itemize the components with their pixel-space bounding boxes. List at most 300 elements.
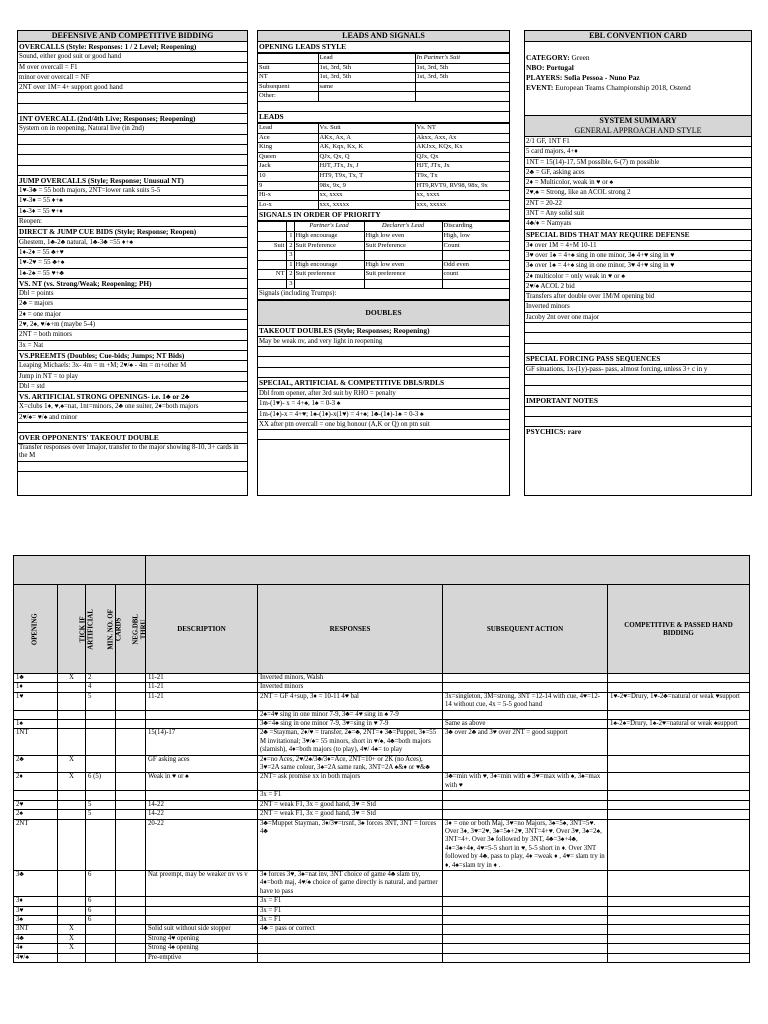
opening-leads-table	[258, 53, 509, 102]
text-line: Dbl = points	[18, 289, 247, 299]
forcing-pass-text: GF situations, 1x-(1y)-pass- pass, almost forcing, unless 3+ c in y	[525, 365, 751, 375]
table-cell	[442, 279, 509, 289]
signals-table	[258, 221, 509, 289]
cell-s	[443, 870, 608, 896]
table-cell: count	[442, 270, 509, 280]
text-line: Ghestem, 1♣-2♣ natural, 1♣-3♣ =55 ♦+♠	[18, 238, 247, 248]
cell-n	[116, 710, 146, 719]
cell-o: 1♠	[14, 720, 58, 729]
defensive-bidding-title: DEFENSIVE AND COMPETITIVE BIDDING	[18, 31, 247, 42]
psychics-row	[525, 427, 751, 437]
cell-d: 20-22	[146, 819, 258, 870]
cell-s	[443, 953, 608, 962]
special-doubles-body	[258, 389, 509, 440]
opening-leads-row	[258, 63, 509, 73]
table-cell	[364, 279, 442, 289]
col-negdbl-header: NEG.DBL THRU	[116, 585, 146, 674]
special-bid-line: 3♦ over 1M = 4+M 10-11	[525, 241, 751, 251]
table-cell: 1	[286, 231, 294, 241]
col-competitive-header: COMPETITIVE & PASSED HAND BIDDING	[608, 585, 750, 674]
cell-t	[58, 729, 86, 755]
text-line	[18, 423, 247, 433]
event-value: European Teams Championship 2018, Ostend	[555, 83, 691, 92]
cell-n	[116, 944, 146, 953]
cell-n	[116, 934, 146, 943]
table-cell: 1st, 3rd, 5th	[318, 63, 415, 73]
cell-o	[14, 710, 58, 719]
opening-row	[14, 683, 750, 692]
table-cell: HJT, JTx, Jx, J	[318, 162, 415, 172]
cell-c	[608, 791, 750, 800]
cell-n	[116, 773, 146, 791]
table-cell: Other:	[258, 92, 318, 102]
cell-c	[608, 870, 750, 896]
special-double-line: 1m-(1♦)-x = 4+♥; 1♠-(1♦)-x(1♥) = 4+♠; 1♣-(1♦)-1♠ = 0-3 ♠	[258, 410, 509, 420]
cell-r: 3♣=4♠ sing in one minor 7-9, 3♥=sing in ♥ 7-9	[258, 720, 443, 729]
table-cell: 3	[286, 279, 294, 289]
table-cell: High low even	[364, 260, 442, 270]
system-summary-subtitle: GENERAL APPROACH AND STYLE	[574, 126, 702, 135]
table-cell: AKx, Ax, A	[318, 133, 415, 143]
table-cell: King	[258, 143, 318, 153]
blank-line	[525, 386, 751, 396]
cell-d: Nat preempt, may be weaker nv vs v	[146, 870, 258, 896]
cell-o: 3♠	[14, 915, 58, 924]
table-cell: Jack	[258, 162, 318, 172]
cell-s	[443, 897, 608, 906]
header-cell: Partner's Lead	[294, 222, 364, 232]
opening-row	[14, 934, 750, 943]
table-cell: High low even	[364, 231, 442, 241]
text-line: Transfer responses over 1major, transfer to the major showing 8-10, 3+ cards in the M	[18, 444, 247, 462]
cell-c	[608, 897, 750, 906]
header-blank	[14, 556, 146, 585]
cell-m: 6	[86, 915, 116, 924]
cell-c	[608, 819, 750, 870]
text-line: Sound, either good suit or good hand	[18, 52, 247, 62]
cell-m: 6 (5)	[86, 773, 116, 791]
system-line: 2NT = 20-22	[525, 199, 751, 209]
table-cell: xxx, xxxxx	[318, 200, 415, 210]
cell-s	[443, 755, 608, 773]
opening-row	[14, 915, 750, 924]
signals-row	[258, 251, 509, 261]
system-line: 5 card majors, 4+♦	[525, 147, 751, 157]
cell-o: 4♦	[14, 944, 58, 953]
special-bid-line: Inverted minors	[525, 302, 751, 312]
cell-t	[58, 692, 86, 710]
cell-t: X	[58, 925, 86, 934]
blank-line	[525, 407, 751, 417]
text-line	[18, 104, 247, 114]
opening-row	[14, 674, 750, 683]
table-cell: 2	[286, 270, 294, 280]
header-cell	[258, 222, 286, 232]
text-line: Reopen:	[18, 217, 247, 227]
opening-leads-header-row	[258, 54, 509, 64]
cell-d: Weak in ♥ or ♠	[146, 773, 258, 791]
opening-row	[14, 906, 750, 915]
cell-o: 4♣	[14, 934, 58, 943]
table-cell	[442, 251, 509, 261]
opening-row	[14, 944, 750, 953]
cell-s	[443, 934, 608, 943]
cell-r: Inverted minors, Walsh	[258, 674, 443, 683]
system-line: 2♣ = GF, asking aces	[525, 168, 751, 178]
cell-n	[116, 925, 146, 934]
table-cell: xx, xxxx	[415, 191, 509, 201]
cell-o: 3NT	[14, 925, 58, 934]
blank-line	[258, 347, 509, 357]
cell-t: X	[58, 773, 86, 791]
cell-c	[608, 810, 750, 819]
text-line: M over overcall = F1	[18, 63, 247, 73]
special-bids-body	[525, 241, 751, 323]
table-cell: HT9, T9x, Tx, T	[318, 171, 415, 181]
cell-o: 2NT	[14, 819, 58, 870]
cell-r: 3♣=Muppet Stayman, 3♦/3♥=trsnf, 3♠ forces 3NT, 3NT = forces 4♣	[258, 819, 443, 870]
cell-n	[116, 729, 146, 755]
cell-c	[608, 755, 750, 773]
defensive-bidding-body	[18, 42, 247, 472]
takeout-doubles-text: May be weak nv, and very light in reopening	[258, 337, 509, 347]
leads-row	[258, 162, 509, 172]
col-subsequent-header: SUBSEQUENT ACTION	[443, 585, 608, 674]
nbo-value: Portugal	[546, 63, 574, 72]
cell-c	[608, 944, 750, 953]
cell-m: 6	[86, 897, 116, 906]
cell-d: Solid suit without side stopper	[146, 925, 258, 934]
cell-t	[58, 906, 86, 915]
section-title: VS. ARTIFICIAL STRONG OPENINGS- i.e. 1♣ or 2♣	[18, 392, 247, 402]
cell-r: 3x = F1	[258, 897, 443, 906]
cell-n	[116, 791, 146, 800]
cell-t	[58, 720, 86, 729]
cell-m	[86, 925, 116, 934]
leads-row	[258, 171, 509, 181]
cell-o: 2♦	[14, 773, 58, 791]
text-line: 1♦-2♦ = 55 ♣+♥	[18, 248, 247, 258]
table-cell: 3	[286, 251, 294, 261]
blank-line	[525, 323, 751, 333]
cell-t: X	[58, 934, 86, 943]
table-cell: Suit preference	[364, 270, 442, 280]
cell-d: Pre-emptive	[146, 953, 258, 962]
category-label: CATEGORY:	[526, 53, 570, 62]
cell-t	[58, 791, 86, 800]
cell-n	[116, 953, 146, 962]
cell-c	[608, 906, 750, 915]
cell-d	[146, 906, 258, 915]
cell-m	[86, 934, 116, 943]
table-cell: HJT, JTx, Jx	[415, 162, 509, 172]
blank-line	[258, 368, 509, 377]
header-cell: Lead	[318, 54, 415, 64]
cell-d: 14-22	[146, 800, 258, 809]
signals-trumps: Signals (including Trumps):	[258, 289, 509, 299]
text-line: X=clubs 1♦, ♥,♠=nat, 1nt=minors, 2♣ one suiter, 2♦=both majors	[18, 402, 247, 412]
cell-r: 3x = F1	[258, 906, 443, 915]
cell-m	[86, 710, 116, 719]
cell-m	[86, 755, 116, 773]
ebl-card-panel	[524, 30, 752, 496]
opening-row	[14, 773, 750, 791]
cell-d: Strong 4♥ opening	[146, 934, 258, 943]
table-cell: NT	[258, 73, 318, 83]
section-title: VS.PREEMTS (Doubles; Cue-bids; Jumps; NT Bids)	[18, 351, 247, 361]
opening-row	[14, 710, 750, 719]
blank-line	[258, 357, 509, 367]
blank-line	[525, 333, 751, 343]
leads-title: LEADS	[258, 112, 509, 123]
category-value: Green	[571, 53, 590, 62]
cell-o: 1NT	[14, 729, 58, 755]
leads-row	[258, 133, 509, 143]
cell-r: Inverted minors	[258, 683, 443, 692]
cell-o: 4♥/♠	[14, 953, 58, 962]
cell-r: 2♠=4♥ sing in one minor 7-9, 3♣= 4♥ sing in ♠ 7-9	[258, 710, 443, 719]
cell-t	[58, 710, 86, 719]
players-label: PLAYERS:	[526, 73, 563, 82]
table-cell	[294, 279, 364, 289]
cell-o: 2♥	[14, 800, 58, 809]
system-line: 2♦ = Multicolor, weak in ♥ or ♠	[525, 178, 751, 188]
leads-signals-title: LEADS AND SIGNALS	[258, 31, 509, 42]
cell-n	[116, 915, 146, 924]
table-cell	[415, 82, 509, 92]
system-summary-header	[525, 115, 751, 137]
cell-s	[443, 710, 608, 719]
opening-row	[14, 810, 750, 819]
cell-o: 1♦	[14, 683, 58, 692]
cell-n	[116, 720, 146, 729]
cell-c	[608, 683, 750, 692]
cell-c	[608, 925, 750, 934]
opening-row	[14, 897, 750, 906]
signals-row	[258, 241, 509, 251]
cell-r: 2♣ =Stayman, 2♦/♥ = transfer, 2♠=♣, 2NT=♦ 3♣=Puppet, 3♦=55 M invitational; 3♥/♠= 55 minors, short in ♥/♠, 4♣=both majors (slamish), 4♦=both majors (to play), 4♥/ 4♠= to play	[258, 729, 443, 755]
spacer	[525, 93, 751, 115]
special-doubles-title: SPECIAL, ARTIFICIAL & COMPETITIVE DBLS/RDLS	[258, 377, 509, 389]
cell-t: X	[58, 674, 86, 683]
leads-row	[258, 143, 509, 153]
leads-signals-panel	[257, 30, 510, 496]
text-line	[18, 155, 247, 165]
table-cell: 1	[286, 260, 294, 270]
cell-r	[258, 934, 443, 943]
cell-m	[86, 953, 116, 962]
blank-line	[525, 375, 751, 385]
section-title: 1NT OVERCALL (2nd/4th Live; Responses; Reopening)	[18, 114, 247, 124]
table-cell	[318, 92, 415, 102]
table-cell: AK, Kqx, Kx, K	[318, 143, 415, 153]
system-line: 3NT = Any solid suit	[525, 209, 751, 219]
cell-r: 2NT = weak F1, 3x = good hand, 3♥ = Std	[258, 800, 443, 809]
text-line: 3x = Nat	[18, 341, 247, 351]
cell-n	[116, 755, 146, 773]
opening-row	[14, 755, 750, 773]
opening-leads-row	[258, 73, 509, 83]
cell-m: 5	[86, 692, 116, 710]
cell-t	[58, 953, 86, 962]
cell-r: 3♦ forces 3♥, 3♠=nat inv, 3NT choice of game 4♣ slam try, 4♦=both maj, 4♥/♠ choice of game directly is natural, and partner have to pass	[258, 870, 443, 896]
opening-row	[14, 870, 750, 896]
cell-t: X	[58, 944, 86, 953]
opening-row	[14, 729, 750, 755]
cell-m	[86, 819, 116, 870]
leads-header-row	[258, 123, 509, 133]
system-line: 1NT = 15(14)-17, 5M possible, 6-(7) m possible	[525, 158, 751, 168]
cell-m	[86, 729, 116, 755]
cell-o: 1♥	[14, 692, 58, 710]
text-line: System on in reopening, Natural live (in 2nd)	[18, 124, 247, 134]
table-cell: xxx, xxxxx	[415, 200, 509, 210]
text-line: 2♦ = one major	[18, 310, 247, 320]
cell-d: 11-21	[146, 692, 258, 710]
text-line: 2NT = both minors	[18, 330, 247, 340]
text-line: 1♠-3♦ = 55 ♥+♦	[18, 207, 247, 217]
text-line: 2NT over 1M= 4+ support good hand	[18, 83, 247, 93]
special-bids-title: SPECIAL BIDS THAT MAY REQUIRE DEFENSE	[525, 230, 751, 241]
cell-s	[443, 944, 608, 953]
table-cell: Subsequent	[258, 82, 318, 92]
cell-d	[146, 915, 258, 924]
opening-leads-row	[258, 92, 509, 102]
opening-row	[14, 953, 750, 962]
header-cell: Declarer's Lead	[364, 222, 442, 232]
cell-d: 11-21	[146, 674, 258, 683]
cell-r: 4♣ = pass or correct	[258, 925, 443, 934]
text-line: 2♥/♠= ♥/♠ and minor	[18, 413, 247, 423]
cell-t: X	[58, 755, 86, 773]
category-row	[525, 53, 751, 63]
cell-c	[608, 674, 750, 683]
cell-s	[443, 800, 608, 809]
cell-m: 2	[86, 674, 116, 683]
cell-m	[86, 720, 116, 729]
table-cell	[258, 260, 286, 270]
table-cell: same	[318, 82, 415, 92]
text-line: 2♣ = majors	[18, 299, 247, 309]
signals-row	[258, 270, 509, 280]
cell-d	[146, 791, 258, 800]
opening-row	[14, 925, 750, 934]
table-cell: NT	[258, 270, 286, 280]
header-cell: Lead	[258, 123, 318, 133]
cell-d	[146, 897, 258, 906]
cell-c	[608, 915, 750, 924]
col-opening-header: OPENING	[14, 585, 58, 674]
cell-n	[116, 683, 146, 692]
event-row	[525, 83, 751, 93]
text-line	[18, 166, 247, 176]
text-line: 1♥-2♥ = 55 ♣+♠	[18, 258, 247, 268]
table-cell: Akxx, Axx, Ax	[415, 133, 509, 143]
cell-o: 3♦	[14, 897, 58, 906]
cell-r: 3x = F1	[258, 915, 443, 924]
section-title: DIRECT & JUMP CUE BIDS (Style; Response; Reopen)	[18, 227, 247, 237]
system-line: 4♣/♦ = Namyats	[525, 219, 751, 229]
special-bid-line: Transfers after double over 1M/M opening bid	[525, 292, 751, 302]
cell-d	[146, 710, 258, 719]
psychics-value: rare	[567, 427, 582, 437]
signals-row	[258, 260, 509, 270]
cell-s: 3♣=min with ♥, 3♦=min with ♠ 3♥=max with ♠, 3♠=max with ♥	[443, 773, 608, 791]
leads-row	[258, 191, 509, 201]
table-cell: Suit preference	[294, 270, 364, 280]
section-title: OVER OPPONENTS' TAKEOUT DOUBLE	[18, 433, 247, 443]
table-cell: Ace	[258, 133, 318, 143]
table-cell: 2	[286, 241, 294, 251]
special-bid-line: 2♥/♠ ACOL 2 bid	[525, 282, 751, 292]
cell-o: 2♠	[14, 810, 58, 819]
text-line: 2♥, 2♠, ♥/♠+m (maybe 5-4)	[18, 320, 247, 330]
signals-row	[258, 231, 509, 241]
cell-n	[116, 800, 146, 809]
doubles-title: DOUBLES	[258, 300, 509, 326]
cell-s: Same as above	[443, 720, 608, 729]
opening-row	[14, 791, 750, 800]
players-row	[525, 73, 751, 83]
cell-s	[443, 683, 608, 692]
table-cell: 1st, 3rd, 5th	[415, 63, 509, 73]
signals-row	[258, 279, 509, 289]
cell-t	[58, 819, 86, 870]
header-blank	[146, 556, 750, 585]
cell-t	[58, 870, 86, 896]
ebl-card-title: EBL CONVENTION CARD	[525, 31, 751, 42]
important-notes-title: IMPORTANT NOTES	[525, 396, 751, 407]
table-cell: Suit	[258, 241, 286, 251]
cell-r: 2NT = GF 4+sup, 3♦ = 10-11 4♥ bal	[258, 692, 443, 710]
table-cell: High encourage	[294, 231, 364, 241]
table-cell: 98x, 9x, 9	[318, 181, 415, 191]
header-cell: Vs. NT	[415, 123, 509, 133]
opening-bids-table	[13, 555, 750, 963]
signals-title: SIGNALS IN ORDER OF PRIORITY	[258, 210, 509, 221]
table-cell: 1st, 3rd, 5th	[415, 73, 509, 83]
cell-r: 2NT = weak F1, 3x = good hand, 3♥ = Std	[258, 810, 443, 819]
col-responses-header: RESPONSES	[258, 585, 443, 674]
leads-row	[258, 181, 509, 191]
cell-s	[443, 925, 608, 934]
table-cell: High, low	[442, 231, 509, 241]
cell-t	[58, 810, 86, 819]
table-cell: Lo-x	[258, 200, 318, 210]
text-line: 1♥-3♣ = 55 both majors, 2NT=lower rank suits 5-5	[18, 186, 247, 196]
special-bid-line: 2♦ multicolor = only weak in ♥ or ♠	[525, 272, 751, 282]
cell-s	[443, 791, 608, 800]
table-cell: Count	[442, 241, 509, 251]
cell-t	[58, 800, 86, 809]
cell-d: 14-22	[146, 810, 258, 819]
psychics-label: PSYCHICS:	[526, 427, 566, 437]
col-tick-header: TICK IF ARTIFICIAL	[58, 585, 86, 674]
cell-n	[116, 870, 146, 896]
cell-m: 4	[86, 683, 116, 692]
players-value: Sofia Pessoa - Nuno Paz	[564, 73, 640, 82]
cell-m: 6	[86, 870, 116, 896]
defensive-bidding-panel	[17, 30, 248, 496]
nbo-row	[525, 63, 751, 73]
cell-d	[146, 720, 258, 729]
leads-row	[258, 152, 509, 162]
special-bid-line: 3♥ over 1♠ = 4+♠ sing in one minor, 3♠ 4+♥ sing in ♥	[525, 251, 751, 261]
table-cell: Hi-x	[258, 191, 318, 201]
text-line	[18, 135, 247, 145]
opening-row	[14, 819, 750, 870]
header-cell: Discarding	[442, 222, 509, 232]
